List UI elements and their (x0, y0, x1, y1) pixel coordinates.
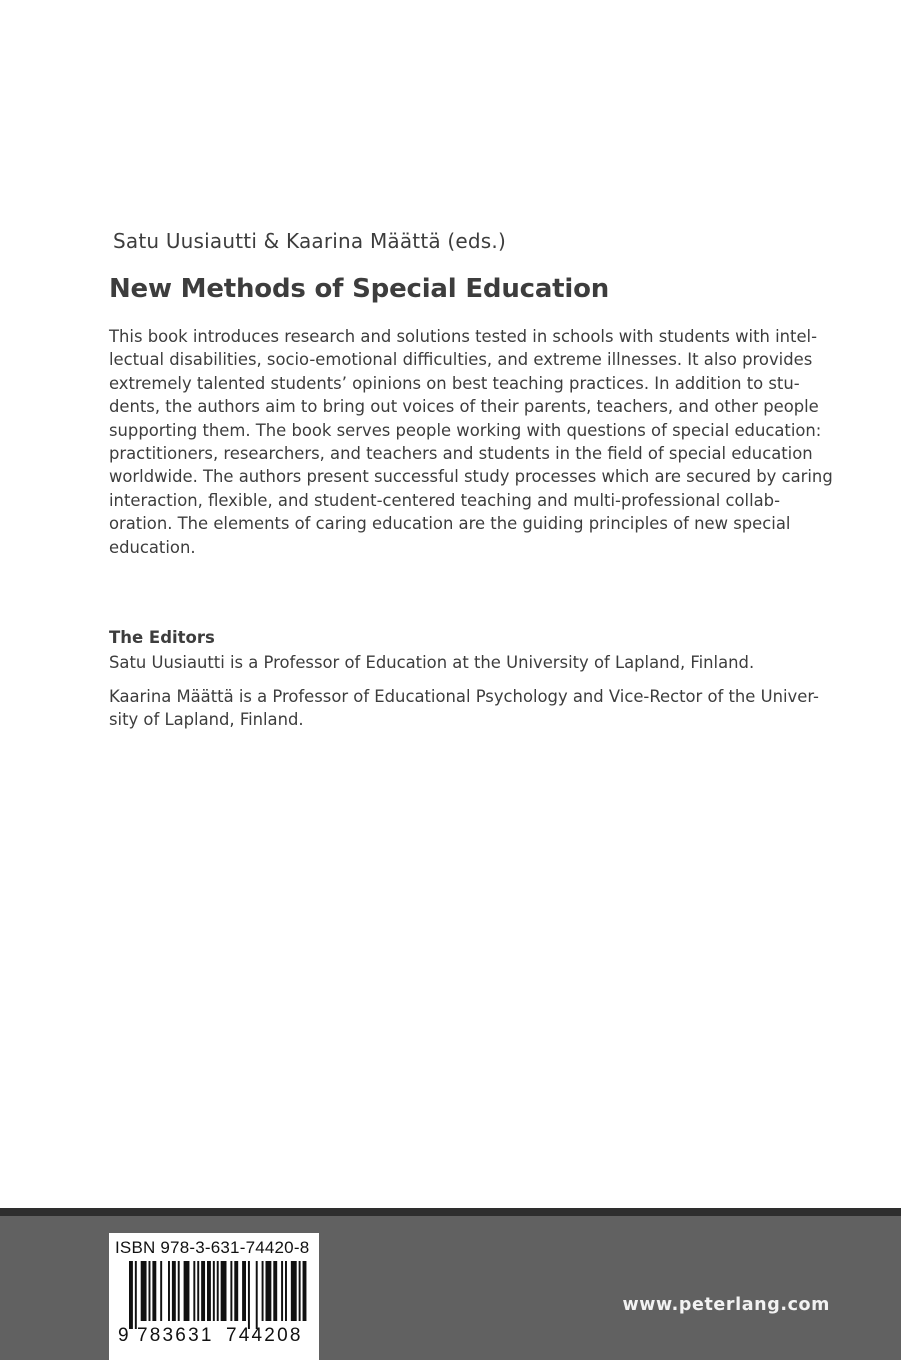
barcode-bar (178, 1261, 180, 1321)
barcode-icon (109, 1261, 319, 1331)
barcode-bar (172, 1261, 176, 1321)
barcode-bar (207, 1261, 211, 1321)
blurb-line: lectual disabilities, socio-emotional difficulties, and extreme illnesses. It also provides (109, 350, 813, 370)
barcode-bar (285, 1261, 287, 1321)
barcode-bar (217, 1261, 219, 1321)
barcode-bar (184, 1261, 190, 1321)
barcode-bar (129, 1261, 133, 1329)
isbn-barcode (109, 1233, 319, 1360)
barcode-bar (230, 1261, 232, 1321)
barcode-bar (141, 1261, 147, 1321)
barcode-bar (299, 1261, 301, 1321)
blurb-line: interaction, flexible, and student-centered teaching and multi-professional collab- (109, 490, 780, 510)
blurb-line: worldwide. The authors present successful study processes which are secured by caring (109, 467, 833, 487)
blurb-line: extremely talented students’ opinions on best teaching practices. In addition to stu- (109, 373, 800, 393)
barcode-bar (193, 1261, 195, 1321)
barcode-bar (160, 1261, 162, 1321)
barcode-bar (266, 1261, 272, 1321)
bio-line: Kaarina Määttä is a Professor of Educational Psychology and Vice-Rector of the Univer- (109, 687, 819, 706)
barcode-bar (152, 1261, 156, 1321)
editors-byline: Satu Uusiautti & Kaarina Määttä (eds.) (113, 229, 506, 253)
blurb-paragraph (109, 325, 833, 559)
barcode-bar (213, 1261, 215, 1321)
blurb-line: supporting them. The book serves people working with questions of special education: (109, 420, 822, 440)
editor-bio-uusiautti (109, 651, 829, 674)
barcode-bar (303, 1261, 307, 1321)
barcode-bar (248, 1261, 250, 1329)
barcode-bar (273, 1261, 277, 1321)
barcode-digits (109, 1325, 319, 1355)
barcode-bar (242, 1261, 246, 1321)
blurb-line: practitioners, researchers, and teachers and students in the field of special education (109, 444, 813, 464)
barcode-bar (201, 1261, 205, 1321)
barcode-bar (135, 1261, 137, 1329)
barcode-digits-right: 744208 (226, 1325, 303, 1346)
bio-line: Satu Uusiautti is a Professor of Education at the University of Lapland, Finland. (109, 653, 755, 672)
barcode-bar (291, 1261, 297, 1321)
blurb-line: oration. The elements of caring education are the guiding principles of new special (109, 514, 791, 534)
editor-bio-maatta (109, 685, 829, 732)
publisher-website: www.peterlang.com (622, 1295, 830, 1315)
barcode-bar (234, 1261, 238, 1321)
isbn-label: ISBN 978-3-631-74420-8 (115, 1238, 310, 1257)
barcode-bar (256, 1261, 258, 1329)
blurb-line: dents, the authors aim to bring out voices of their parents, teachers, and other people (109, 397, 819, 417)
blurb-line: This book introduces research and solutions tested in schools with students with intel- (109, 327, 818, 346)
barcode-bar (221, 1261, 227, 1321)
editors-heading: The Editors (109, 628, 215, 647)
barcode-digit-first: 9 (118, 1325, 129, 1346)
blurb-line: education. (109, 537, 196, 557)
barcode-digits-left: 783631 (137, 1325, 214, 1346)
bio-line: sity of Lapland, Finland. (109, 710, 304, 730)
barcode-bar (262, 1261, 264, 1321)
barcode-bar (281, 1261, 283, 1321)
barcode-bar (149, 1261, 151, 1321)
book-title: New Methods of Special Education (109, 274, 610, 304)
barcode-bar (197, 1261, 199, 1321)
barcode-bar (168, 1261, 170, 1321)
